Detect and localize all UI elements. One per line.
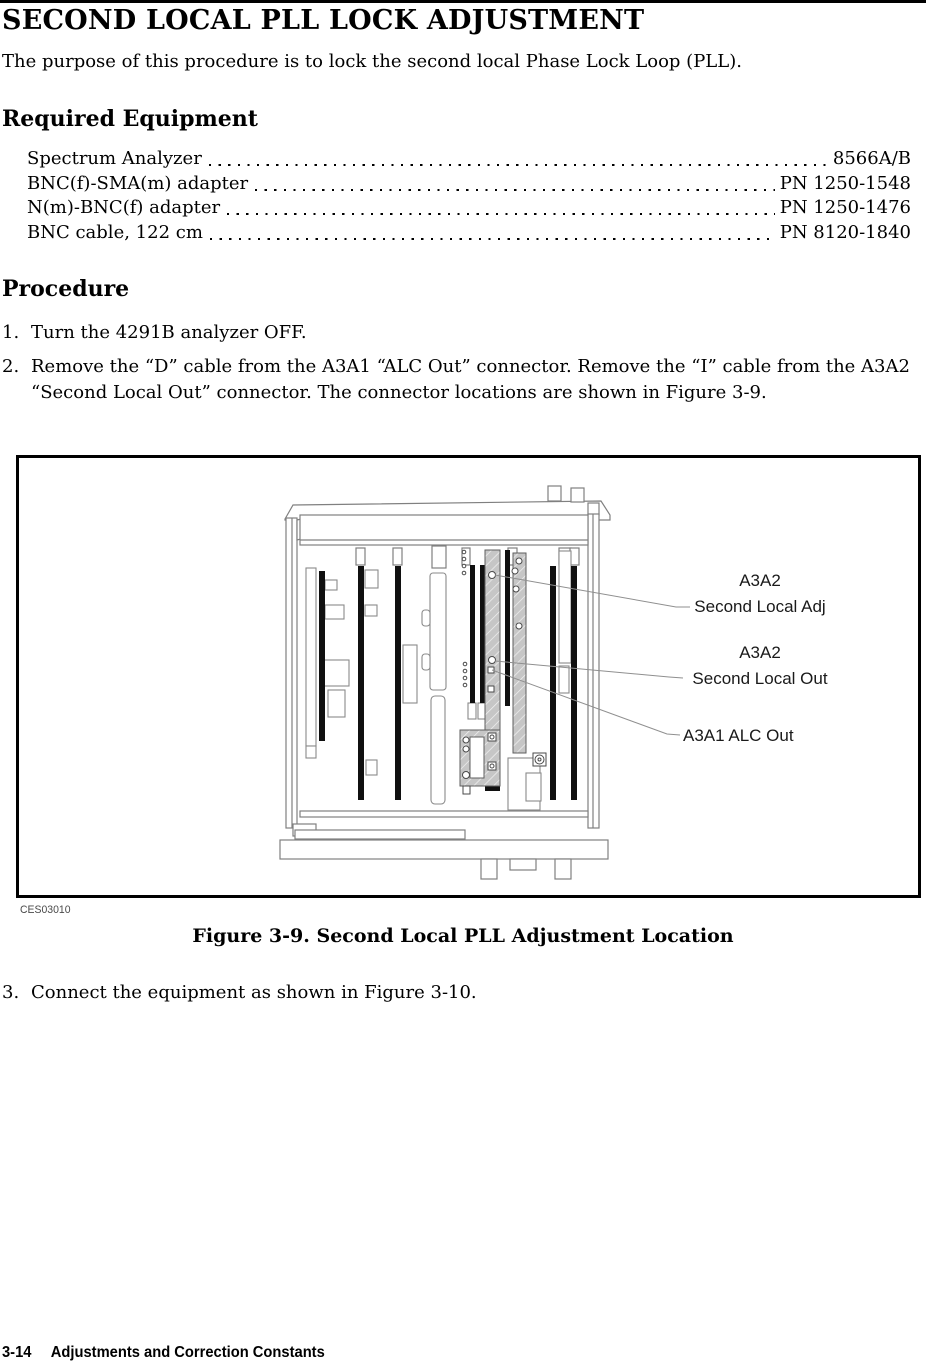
rear-panel [280, 840, 608, 859]
dot-leader [227, 213, 775, 216]
page-title: SECOND LOCAL PLL LOCK ADJUSTMENT [2, 5, 645, 36]
chassis-top-view-drawing [19, 458, 918, 895]
required-equipment-heading: Required Equipment [2, 106, 258, 132]
figure-code: CES03010 [20, 904, 71, 916]
footer-chapter-title: Adjustments and Correction Constants [50, 1344, 325, 1361]
procedure-step-1 [2, 320, 910, 346]
label-a3a2-adj-line2: Second Local Adj [694, 597, 826, 616]
label-a3a1-alc-out: A3A1 ALC Out [683, 726, 794, 745]
step-number: 3. [2, 982, 20, 1003]
step-number: 1. [2, 322, 20, 343]
figure-caption: Figure 3-9. Second Local PLL Adjustment Location [192, 925, 734, 947]
equipment-name: N(m)-BNC(f) adapter [27, 197, 221, 219]
top-rule [0, 0, 926, 3]
step-number: 2. [2, 356, 20, 377]
step-text: Turn the 4291B analyzer OFF. [31, 322, 307, 343]
dot-leader [210, 237, 775, 240]
rear-connector-2 [571, 488, 584, 502]
label-a3a2-out-line2: Second Local Out [692, 669, 828, 688]
step-text: Remove the “D” cable from the A3A1 “ALC Out” connector. Remove the “I” cable from the A3A2 “Second Local Out” connector. The connector locations are shown in Figure 3-9. [31, 356, 910, 403]
label-a3a2-adj-line1: A3A2 [739, 571, 781, 590]
step-text: Connect the equipment as shown in Figure 3-10. [31, 982, 477, 1003]
dot-leader [255, 188, 775, 191]
page-footer [2, 1344, 325, 1362]
equipment-row [27, 222, 911, 247]
equipment-part-number: PN 1250-1548 [779, 172, 911, 194]
footer-page-number: 3-14 [2, 1344, 32, 1361]
label-a3a2-out-line1: A3A2 [739, 643, 781, 662]
equipment-row [27, 173, 911, 198]
procedure-step-2 [2, 354, 910, 405]
board-components [306, 551, 571, 810]
equipment-row [27, 197, 911, 222]
second-local-adj-point [489, 572, 496, 579]
foot-2 [555, 859, 571, 879]
procedure-step-3 [2, 980, 910, 1006]
equipment-name: BNC cable, 122 cm [27, 221, 203, 243]
equipment-part-number: PN 1250-1476 [779, 197, 911, 219]
equipment-row [27, 148, 911, 173]
equipment-name: Spectrum Analyzer [27, 148, 202, 169]
rear-connector-1 [548, 486, 561, 501]
required-equipment-list [27, 148, 911, 246]
procedure-heading: Procedure [2, 276, 130, 302]
equipment-part-number: 8566A/B [832, 148, 911, 169]
foot-1 [481, 859, 497, 879]
equipment-name: BNC(f)-SMA(m) adapter [27, 172, 249, 194]
dot-leader [209, 164, 828, 167]
equipment-part-number: PN 8120-1840 [779, 221, 911, 243]
callout-labels [683, 571, 828, 745]
second-local-out-point [489, 657, 496, 664]
intro-paragraph: The purpose of this procedure is to lock the second local Phase Lock Loop (PLL). [2, 51, 742, 72]
figure-3-9 [16, 455, 921, 898]
